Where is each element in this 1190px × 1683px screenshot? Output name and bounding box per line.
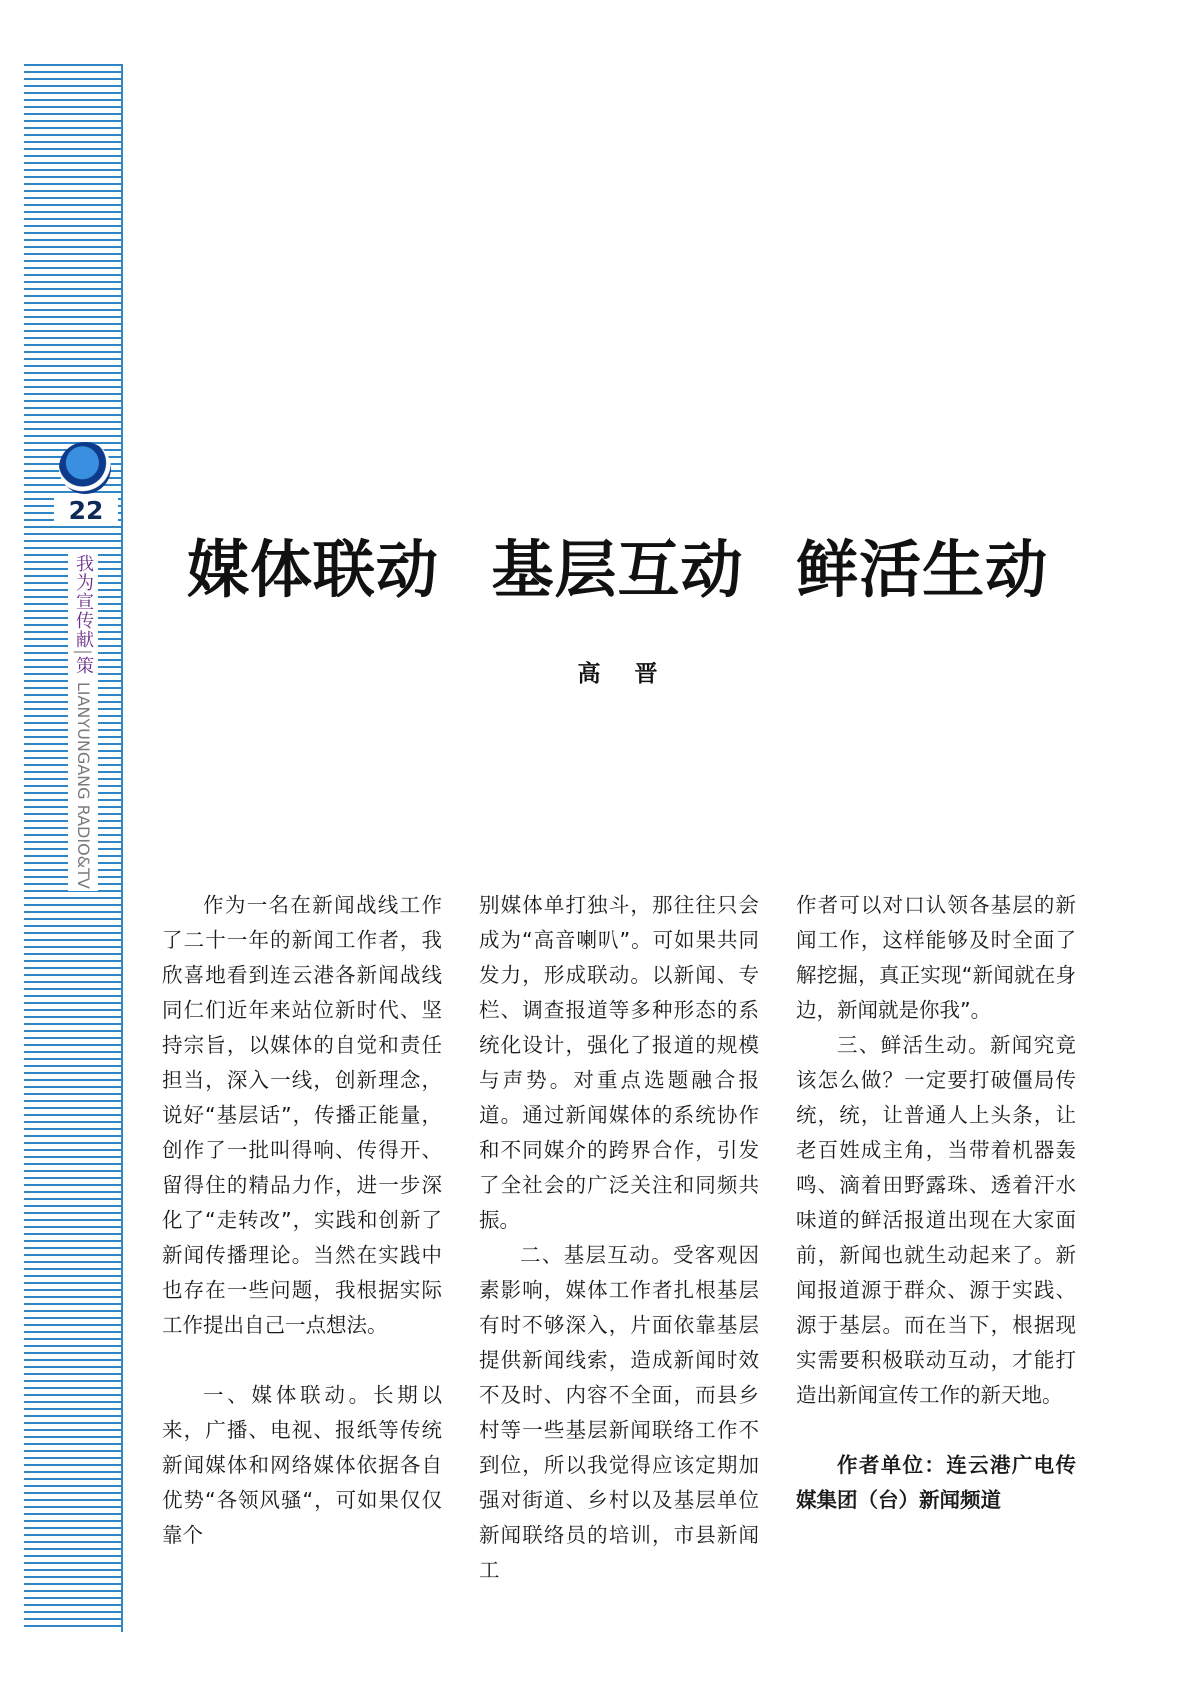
stripe-bar-edge	[121, 64, 123, 1632]
article-author: 高晋	[577, 661, 692, 687]
logo-emblem-icon	[59, 442, 111, 494]
section-name-part2: 策	[73, 656, 94, 676]
text-column-1	[162, 888, 442, 1553]
paragraph-lively: 三、鲜活生动。新闻究竟该怎么做？一定要打破僵局传统，统，让普通人上头条，让老百姓成主角，当带着机器轰鸣、滴着田野露珠、透着汗水味道的鲜活报道出现在大家面前，新闻也就生动起来了。新闻报道源于群众、源于实践、源于基层。而在当下，根据现实需要积极联动互动，才能打造出新闻宣传工作的新天地。	[796, 1033, 1076, 1407]
page-number: 22	[54, 496, 118, 525]
station-name: LIANYUNGANG RADIO&TV	[74, 681, 93, 889]
section-divider: |	[73, 649, 94, 657]
paragraph-grassroots-interaction: 二、基层互动。受客观因素影响，媒体工作者扎根基层有时不够深入，片面依靠基层提供新闻线索，造成新闻时效不及时、内容不全面，而县乡村等一些基层新闻联络工作不到位，所以我觉得应该定期加强对街道、乡村以及基层单位新闻联络员的培训，市县新闻工	[479, 1243, 759, 1582]
paragraph-media-linkage-continued: 别媒体单打独斗，那往往只会成为“高音喇叭”。可如果共同发力，形成联动。以新闻、专栏、调查报道等多种形态的系统化设计，强化了报道的规模与声势。对重点选题融合报道。通过新闻媒体的系统协作和不同媒介的跨界合作，引发了全社会的广泛关注和同频共振。	[479, 893, 759, 1232]
article-title: 媒体联动 基层互动 鲜活生动	[186, 533, 1049, 606]
text-column-2	[479, 888, 759, 1588]
paragraph-grassroots-interaction-continued: 作者可以对口认领各基层的新闻工作，这样能够及时全面了解挖掘，真正实现“新闻就在身边，新闻就是你我”。	[796, 893, 1076, 1022]
paragraph-intro: 作为一名在新闻战线工作了二十一年的新闻工作者，我欣喜地看到连云港各新闻战线同仁们近年来站位新时代、坚持宗旨，以媒体的自觉和责任担当，深入一线，创新理念，说好“基层话”，传播正能量，创作了一批叫得响、传得开、留得住的精品力作，进一步深化了“走转改”，实践和创新了新闻传播理论。当然在实践中也存在一些问题，我根据实际工作提出自己一点想法。	[162, 893, 442, 1337]
paragraph-media-linkage: 一、媒体联动。长期以来，广播、电视、报纸等传统新闻媒体和网络媒体依据各自优势“各领风骚“，可如果仅仅靠个	[162, 1383, 442, 1547]
author-affiliation: 作者单位：连云港广电传媒集团（台）新闻频道	[796, 1453, 1076, 1512]
section-label	[68, 552, 98, 891]
text-column-3	[796, 888, 1076, 1518]
section-name-part1: 我为宣传献	[73, 554, 94, 649]
